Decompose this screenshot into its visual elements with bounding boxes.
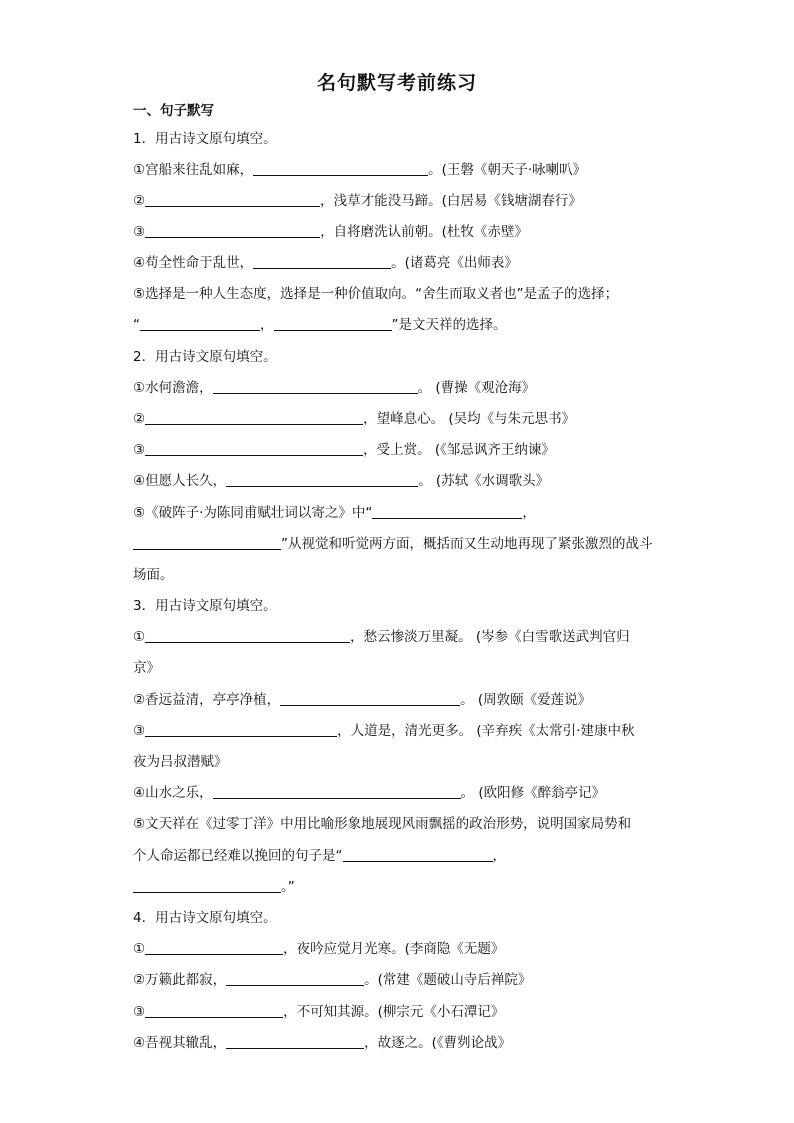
q3-item-3: ③ ，人道是，清光更多。 (辛弃疾《太常引·建康中秋 [133, 723, 635, 739]
q4-item-1: ① ，夜吟应觉月光寒。(李商隐《无题》 [133, 941, 505, 957]
q1-item-1: ①宫船来往乱如麻， 。(王磐《朝天子·咏喇叭》 [133, 162, 587, 178]
q3-item-5-end: 。” [133, 877, 295, 897]
q3-item-5: ⑤文天祥在《过零丁洋》中用比喻形象地展现风雨飘摇的政治形势，说明国家局势和 [133, 816, 632, 832]
answer-blank[interactable] [145, 722, 337, 737]
answer-blank[interactable] [213, 379, 418, 394]
answer-blank[interactable] [213, 784, 461, 799]
q2-item-5-cont: ”从视觉和听觉两方面，概括而又生动地再现了紧张激烈的战斗 [133, 534, 653, 554]
q4-item-2: ②万籁此都寂， 。(常建《题破山寺后禅院》 [133, 972, 532, 988]
q3-item-1: ① ，愁云惨淡万里凝。 (岑参《白雪歌送武判官归 [133, 629, 630, 645]
q3-item-2: ②香远益清，亭亭净植， 。 (周敦颐《爱莲说》 [133, 692, 592, 708]
answer-blank[interactable] [140, 316, 260, 331]
answer-blank[interactable] [226, 472, 418, 487]
q1-item-4: ④苟全性命于乱世， 。(诸葛亮《出师表》 [133, 255, 518, 271]
answer-blank[interactable] [145, 192, 320, 207]
q1-item-2: ② ，浅草才能没马蹄。(白居易《钱塘湖春行》 [133, 193, 582, 209]
answer-blank[interactable] [145, 628, 350, 643]
answer-blank[interactable] [133, 878, 281, 893]
answer-blank[interactable] [145, 1003, 283, 1018]
q1-item-5-cont: “ ， ”是文天祥的选择。 [133, 317, 507, 333]
q3-item-5-cont: 个人命运都已经难以挽回的句子是“ ， [133, 848, 506, 864]
q1-heading: 1．用古诗文原句填空。 [133, 131, 277, 147]
answer-blank[interactable] [253, 161, 428, 176]
answer-blank[interactable] [274, 316, 392, 331]
answer-blank[interactable] [145, 223, 320, 238]
q4-item-4: ④吾视其辙乱， ，故逐之。(《曹刿论战》 [133, 1035, 512, 1051]
q2-heading: 2．用古诗文原句填空。 [133, 349, 277, 365]
q1-item-3: ③ ，自将磨洗认前朝。(杜牧《赤壁》 [133, 224, 528, 240]
q2-item-1: ①水何澹澹， 。 (曹操《观沧海》 [133, 380, 536, 396]
q2-item-5: ⑤《破阵子·为陈同甫赋壮词以寄之》中“ ， [133, 505, 536, 521]
answer-blank[interactable] [145, 441, 363, 456]
q2-item-2: ② ，望峰息心。 (吴均《与朱元思书》 [133, 411, 576, 427]
answer-blank[interactable] [133, 535, 281, 550]
answer-blank[interactable] [253, 254, 391, 269]
answer-blank[interactable] [226, 1034, 364, 1049]
q3-item-1-cont: 京》 [133, 660, 160, 676]
q3-heading: 3．用古诗文原句填空。 [133, 598, 277, 614]
q3-item-3-cont: 夜为吕叔潜赋》 [133, 754, 228, 770]
answer-blank[interactable] [226, 971, 364, 986]
q2-item-5-end: 场面。 [133, 567, 174, 583]
q4-item-3: ③ ，不可知其源。(柳宗元《小石潭记》 [133, 1004, 505, 1020]
q1-item-5: ⑤选择是一种人生态度，选择是一种价值取向。“舍生而取义者也”是孟子的选择； [133, 286, 619, 302]
q2-item-4: ④但愿人长久， 。 (苏轼《水调歌头》 [133, 473, 550, 489]
answer-blank[interactable] [343, 847, 493, 862]
section-heading: 一、句子默写 [133, 103, 214, 119]
q3-item-4: ④山水之乐， 。 (欧阳修《醉翁亭记》 [133, 785, 606, 801]
page-title: 名句默写考前练习 [316, 72, 477, 94]
q2-item-3: ③ ，受上赏。 (《邹忌讽齐王纳谏》 [133, 442, 555, 458]
q4-heading: 4．用古诗文原句填空。 [133, 910, 277, 926]
answer-blank[interactable] [372, 504, 522, 519]
answer-blank[interactable] [145, 940, 283, 955]
answer-blank[interactable] [280, 691, 460, 706]
answer-blank[interactable] [145, 410, 363, 425]
